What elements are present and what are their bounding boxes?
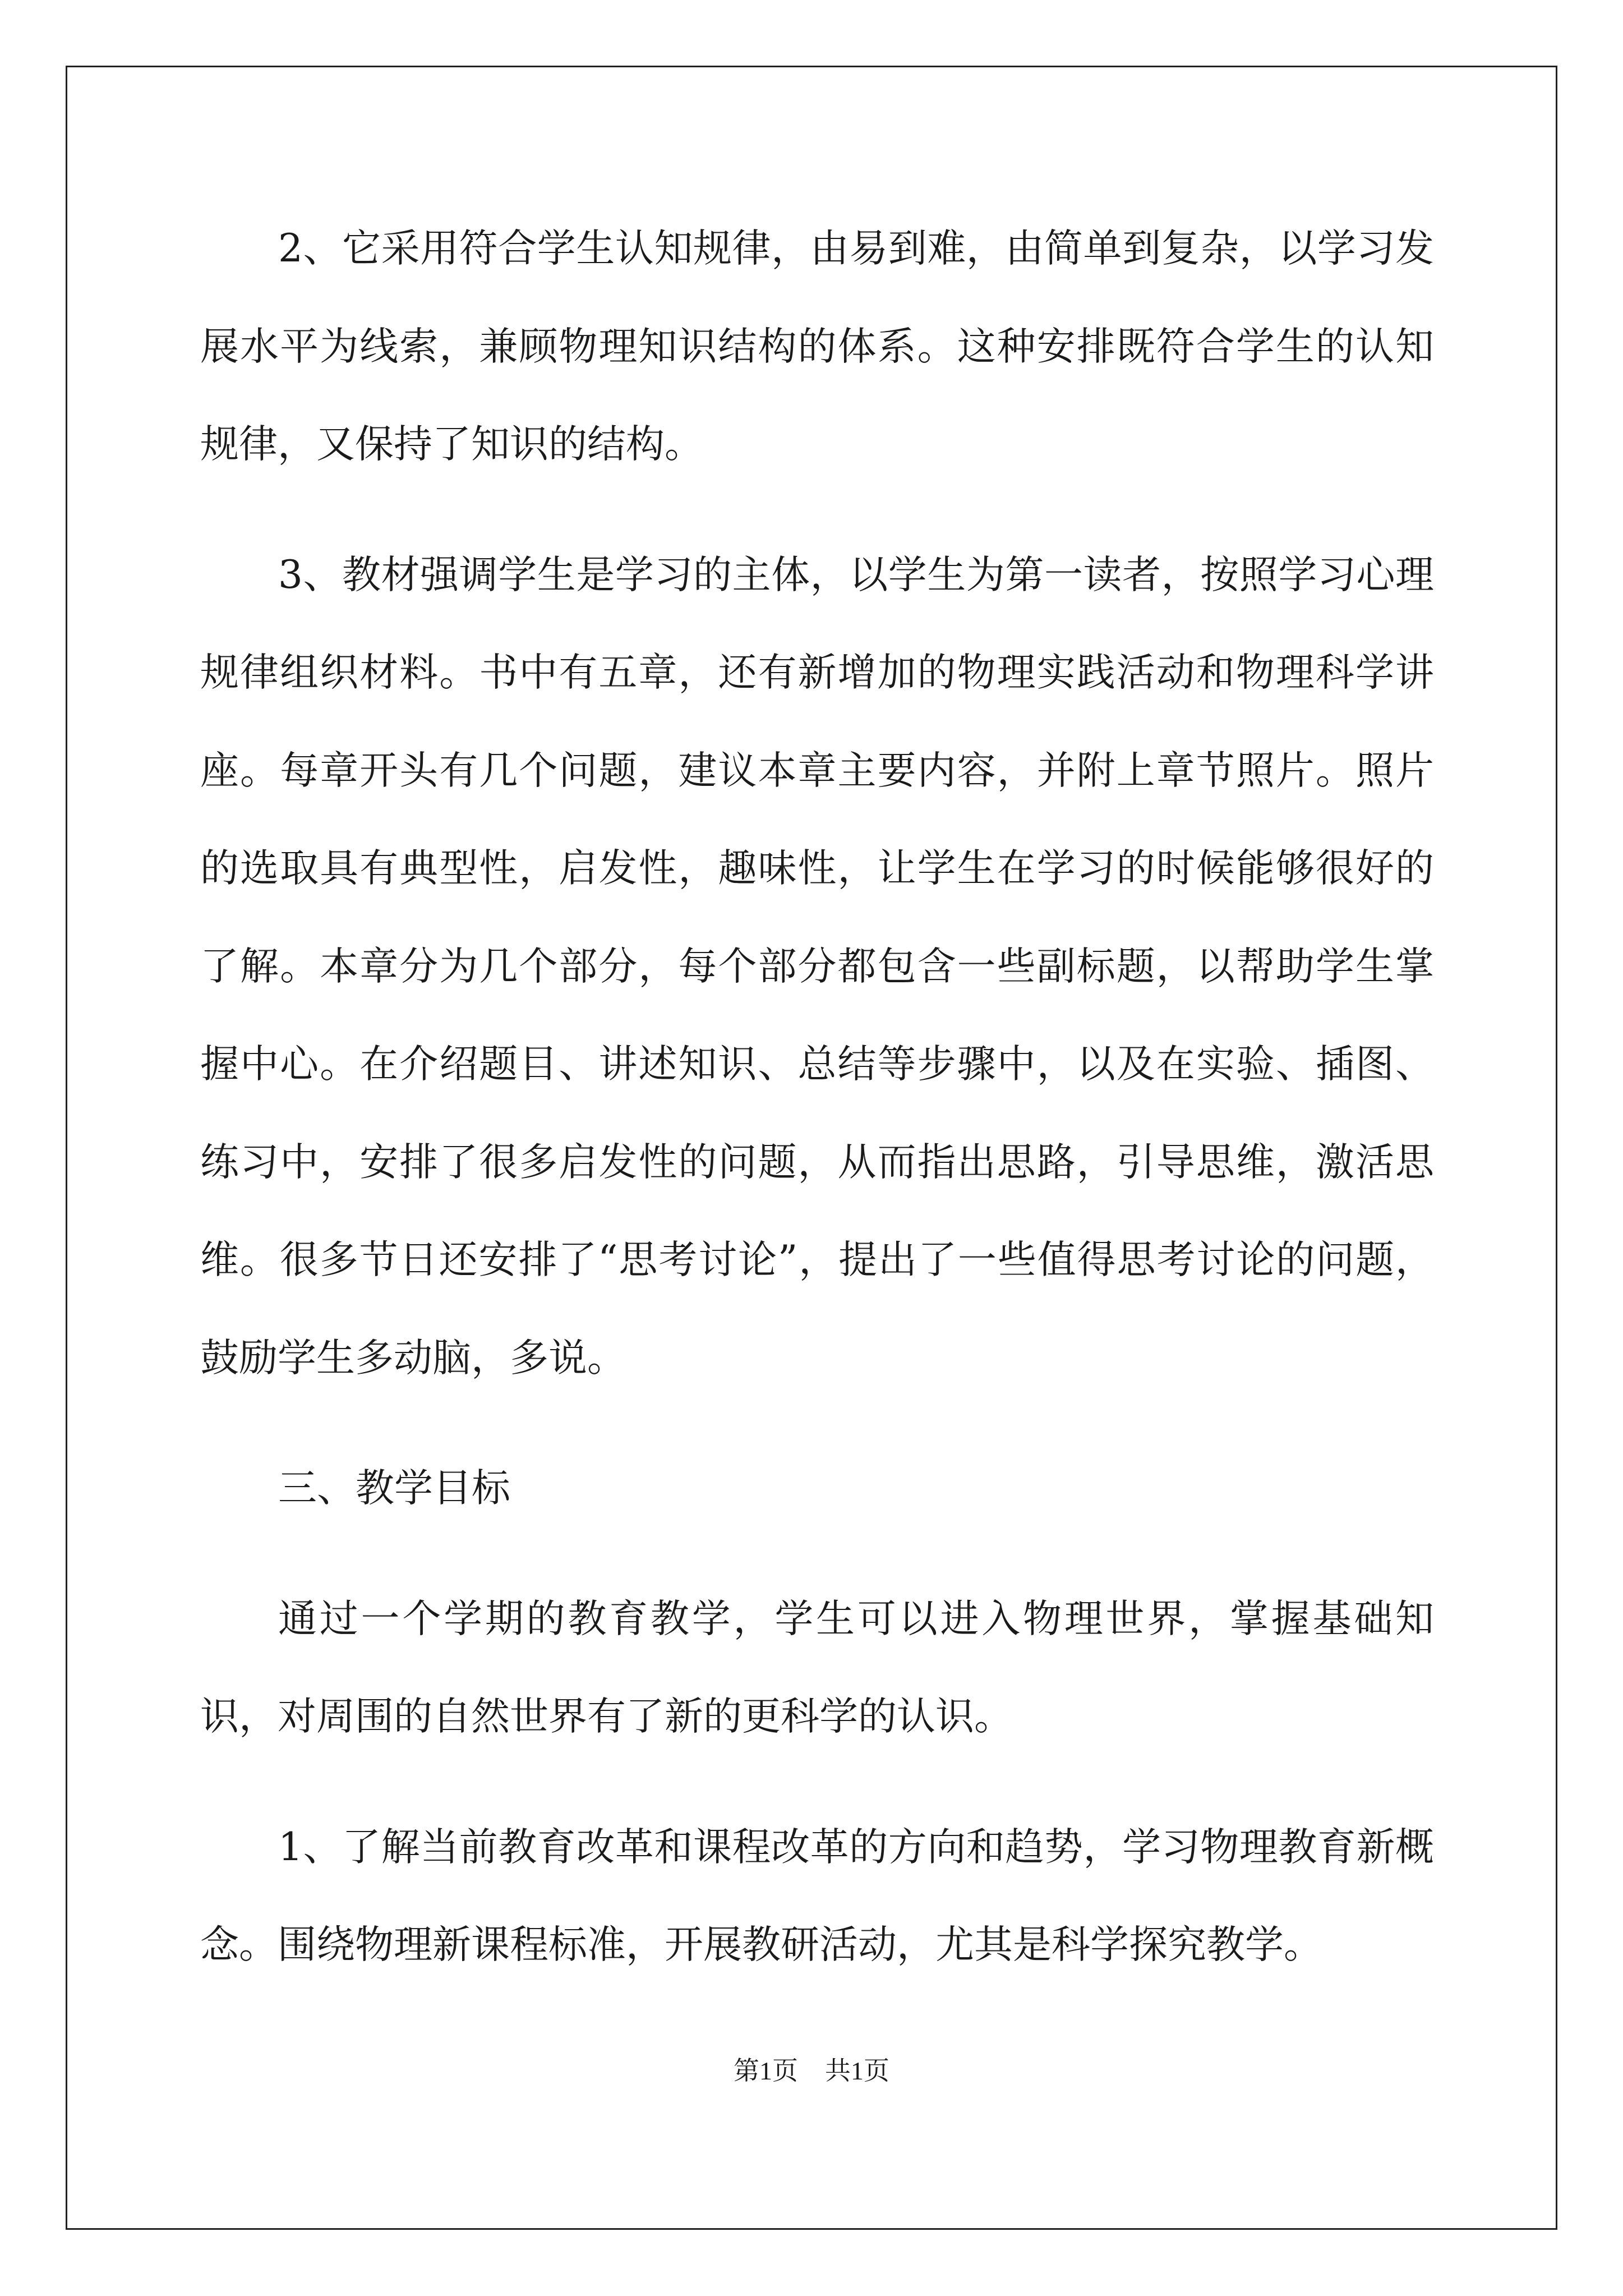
paragraph-point-2: 2、它采用符合学生认知规律，由易到难，由简单到复杂，以学习发展水平为线索，兼顾物理知识结构的体系。这种安排既符合学生的认知规律，又保持了知识的结构。 [200,226,1434,467]
paragraph-goal-1: 1、了解当前教育改革和课程改革的方向和趋势，学习物理教育新概念。围绕物理新课程标准，开展教研活动，尤其是科学探究教学。 [200,1824,1434,1967]
paragraph-goals-intro: 通过一个学期的教育教学，学生可以进入物理世界，掌握基础知识，对周围的自然世界有了新的更科学的认识。 [200,1596,1434,1739]
page-footer [0,2050,1623,2087]
page-total: 共1页 [825,2056,889,2085]
section-heading-teaching-goals: 三、教学目标 [278,1466,510,1511]
paragraph-point-3: 3、教材强调学生是学习的主体，以学生为第一读者，按照学习心理规律组织材料。书中有五章，还有新增加的物理实践活动和物理科学讲座。每章开头有几个问题，建议本章主要内容，并附上章节照片。照片的选取具有典型性，启发性，趣味性，让学生在学习的时候能够很好的了解。本章分为几个部分，每个部分都包含一些副标题，以帮助学生掌握中心。在介绍题目、讲述知识、总结等步骤中，以及在实验、插图、练习中，安排了很多启发性的问题，从而指出思路，引导思维，激活思维。很多节日还安排了“思考讨论”，提出了一些值得思考讨论的问题，鼓励学生多动脑，多说。 [200,552,1434,1381]
page-number: 第1页 [734,2056,798,2085]
document-body [200,200,1434,2027]
